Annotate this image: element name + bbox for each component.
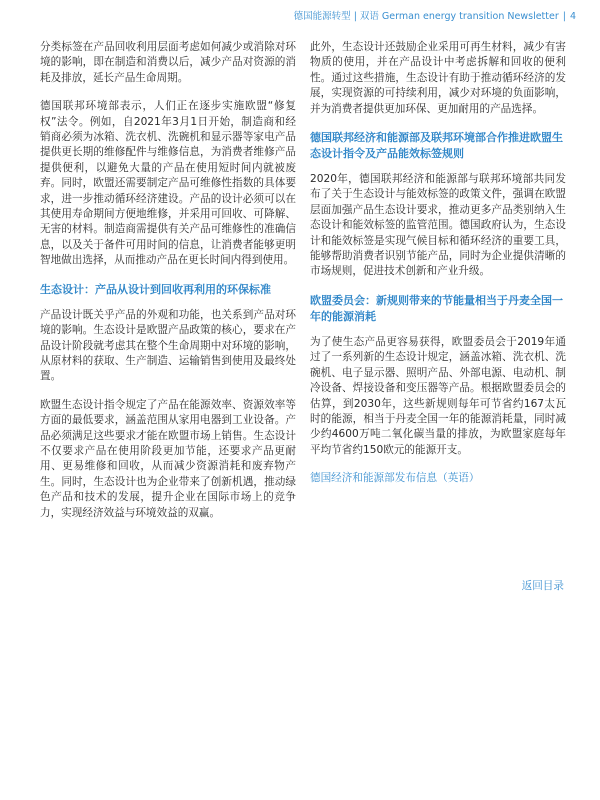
section-heading: 生态设计：产品从设计到回收再利用的环保标准 bbox=[40, 282, 271, 296]
page-number: 4 bbox=[569, 11, 576, 22]
page-header bbox=[294, 8, 576, 22]
body-paragraph: 此外，生态设计还鼓励企业采用可再生材料，减少有害物质的使用，并在产品设计中考虑拆解和回收的便利性。通过这些措施，生态设计有助于推动循环经济的发展，实现资源的可持续利用，减少对环境的负面影响，并为消费者提供更加环保、更加耐用的产品选择。 bbox=[310, 41, 566, 115]
body-paragraph: 欧盟生态设计指令规定了产品在能源效率、资源效率等方面的最低要求，涵盖范围从家用电器到工业设备。产品必须满足这些要求才能在欧盟市场上销售。生态设计不仅要求产品在使用阶段更加节能，还要求产品更耐用、更易维修和回收，从而减少资源消耗和废弃物产生。同时，生态设计也为企业带来了创新机遇，推动绿色产品和技术的发展，提升企业在国际市场上的竞争力，实现经济效益与环境效益的双赢。 bbox=[40, 398, 296, 519]
body-paragraph: 德国联邦环境部表示，人们正在逐步实施欧盟“修复权”法令。例如，自2021年3月1日开始，制造商和经销商必须为冰箱、洗衣机、洗碗机和显示器等家电产品提供更长期的维修配件与维修信息，为消费者维修产品提供便利，以避免大量的产品在使用短时间内就被废弃。同时，欧盟还需要制定产品可维修性指数的具体要求，进一步推动循环经济建设。产品的设计必须可以在其使用寿命期间方便地维修，并采用可回收、可降解、无害的材料。制造商需提供有关产品可维修性的准确信息，以及关于备件可用时间的信息，让消费者能够更明智地做出选择，从而推动产品在更长时间内得到使用。 bbox=[40, 100, 296, 267]
body-paragraph: 分类标签在产品回收利用层面考虑如何减少或消除对环境的影响，即在制造和消费以后，减少产品对资源的消耗及排放，延长产品生命周期。 bbox=[40, 41, 296, 84]
section-heading: 德国联邦经济和能源部及联邦环境部合作推进欧盟生态设计指令及产品能效标签规则 bbox=[310, 131, 563, 161]
section-heading: 欧盟委员会：新规则带来的节能量相当于丹麦全国一年的能源消耗 bbox=[310, 293, 563, 323]
left-column bbox=[40, 40, 296, 534]
header-separator: | bbox=[562, 11, 566, 22]
body-paragraph: 产品设计既关乎产品的外观和功能，也关系到产品对环境的影响。生态设计是欧盟产品政策的核心，要求在产品设计阶段就考虑其在整个生命周期中对环境的影响，从原材料的获取、生产制造、运输销售到使用及最终处置。 bbox=[40, 308, 296, 383]
source-link[interactable]: 德国经济和能源部发布信息（英语） bbox=[310, 472, 480, 485]
back-to-contents-link[interactable]: 返回目录 bbox=[521, 580, 564, 592]
newsletter-title: 德国能源转型 | 双语 German energy transition Newsletter bbox=[293, 11, 559, 22]
body-paragraph: 2020年，德国联邦经济和能源部与联邦环境部共同发布了关于生态设计与能效标签的政策文件，强调在欧盟层面加强产品生态设计要求，推动更多产品类别纳入生态设计和能效标签的监管范围。德国政府认为，生态设计和能效标签是实现气候目标和循环经济的重要工具，能够帮助消费者识别节能产品，同时为企业提供清晰的市场规则，促进技术创新和产业升级。 bbox=[310, 173, 566, 278]
right-column bbox=[310, 40, 566, 486]
body-paragraph: 为了使生态产品更容易获得，欧盟委员会于2019年通过了一系列新的生态设计规定，涵盖冰箱、洗衣机、洗碗机、电子显示器、照明产品、外部电源、电动机、制冷设备、焊接设备和变压器等产品。根据欧盟委员会的估算，到2030年，这些新规则每年可节省约167太瓦时的能源，相当于丹麦全国一年的能源消耗量，同时减少约4600万吨二氧化碳当量的排放，为欧盟家庭每年平均节省约150欧元的能源开支。 bbox=[310, 335, 566, 456]
